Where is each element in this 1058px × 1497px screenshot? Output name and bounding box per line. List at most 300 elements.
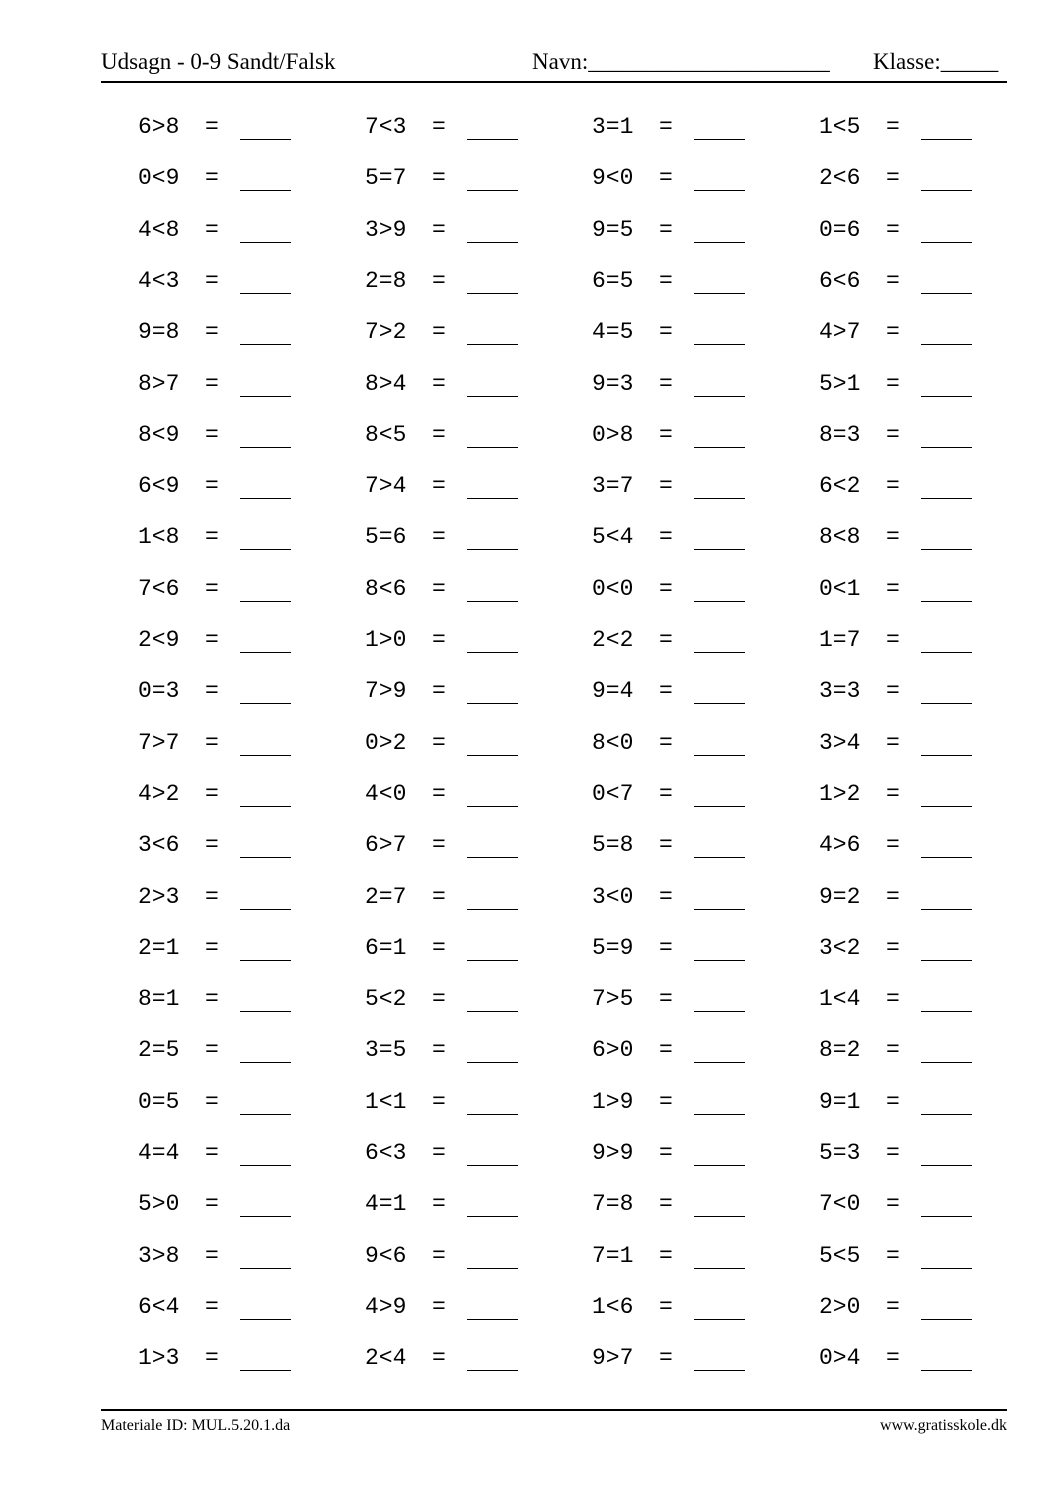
equals-sign: = bbox=[659, 575, 673, 602]
equals-sign: = bbox=[659, 524, 673, 551]
equals-sign: = bbox=[886, 729, 900, 756]
answer-blank[interactable] bbox=[467, 857, 518, 858]
answer-blank[interactable] bbox=[467, 1268, 518, 1269]
answer-blank[interactable] bbox=[467, 806, 518, 807]
answer-blank[interactable] bbox=[921, 549, 972, 550]
equals-sign: = bbox=[659, 1191, 673, 1218]
problem-statement: 8<8 bbox=[819, 524, 861, 551]
equals-sign: = bbox=[432, 370, 446, 397]
answer-blank[interactable] bbox=[240, 652, 291, 653]
equals-sign: = bbox=[205, 319, 219, 346]
equals-sign: = bbox=[886, 1293, 900, 1320]
problem-statement: 5=6 bbox=[365, 524, 407, 551]
equals-sign: = bbox=[659, 370, 673, 397]
problem-statement: 7=1 bbox=[592, 1242, 634, 1269]
equals-sign: = bbox=[205, 370, 219, 397]
problem-statement: 7>9 bbox=[365, 678, 407, 705]
answer-blank[interactable] bbox=[921, 498, 972, 499]
answer-blank[interactable] bbox=[694, 1319, 745, 1320]
problem-statement: 9=8 bbox=[138, 319, 180, 346]
equals-sign: = bbox=[886, 678, 900, 705]
equals-sign: = bbox=[886, 165, 900, 192]
equals-sign: = bbox=[205, 729, 219, 756]
answer-blank[interactable] bbox=[694, 1011, 745, 1012]
answer-blank[interactable] bbox=[921, 1062, 972, 1063]
answer-blank[interactable] bbox=[694, 1062, 745, 1063]
equals-sign: = bbox=[205, 934, 219, 961]
problem-statement: 1>9 bbox=[592, 1088, 634, 1115]
problem-statement: 1<4 bbox=[819, 986, 861, 1013]
problem-statement: 7>4 bbox=[365, 473, 407, 500]
equals-sign: = bbox=[205, 421, 219, 448]
answer-blank[interactable] bbox=[467, 1370, 518, 1371]
answer-blank[interactable] bbox=[240, 549, 291, 550]
answer-blank[interactable] bbox=[694, 1216, 745, 1217]
answer-blank[interactable] bbox=[921, 909, 972, 910]
answer-blank[interactable] bbox=[467, 960, 518, 961]
equals-sign: = bbox=[886, 421, 900, 448]
equals-sign: = bbox=[432, 729, 446, 756]
problem-statement: 5>0 bbox=[138, 1191, 180, 1218]
problem-statement: 9>9 bbox=[592, 1140, 634, 1166]
answer-blank[interactable] bbox=[694, 242, 745, 243]
problem-statement: 8<5 bbox=[365, 421, 407, 448]
answer-blank[interactable] bbox=[240, 601, 291, 602]
problem-statement: 7>2 bbox=[365, 319, 407, 346]
equals-sign: = bbox=[432, 575, 446, 602]
problem-statement: 9=5 bbox=[592, 216, 634, 243]
answer-blank[interactable] bbox=[921, 755, 972, 756]
answer-blank[interactable] bbox=[467, 601, 518, 602]
equals-sign: = bbox=[886, 627, 900, 653]
problem-statement: 9<6 bbox=[365, 1242, 407, 1269]
answer-blank[interactable] bbox=[467, 139, 518, 140]
answer-blank[interactable] bbox=[694, 806, 745, 807]
problem-statement: 8>4 bbox=[365, 370, 407, 397]
equals-sign: = bbox=[205, 165, 219, 192]
problem-statement: 4=1 bbox=[365, 1191, 407, 1218]
equals-sign: = bbox=[886, 524, 900, 551]
answer-blank[interactable] bbox=[240, 703, 291, 704]
answer-blank[interactable] bbox=[240, 1165, 291, 1166]
answer-blank[interactable] bbox=[694, 447, 745, 448]
problem-statement: 6<4 bbox=[138, 1293, 180, 1320]
problem-statement: 8=3 bbox=[819, 421, 861, 448]
problem-statement: 7<0 bbox=[819, 1191, 861, 1218]
equals-sign: = bbox=[205, 1242, 219, 1269]
problem-statement: 6=1 bbox=[365, 934, 407, 961]
problem-statement: 9=2 bbox=[819, 883, 861, 910]
website-url: www.gratisskole.dk bbox=[880, 1417, 1007, 1434]
equals-sign: = bbox=[205, 575, 219, 602]
answer-blank[interactable] bbox=[921, 703, 972, 704]
equals-sign: = bbox=[432, 114, 446, 140]
equals-sign: = bbox=[205, 216, 219, 243]
equals-sign: = bbox=[432, 473, 446, 500]
equals-sign: = bbox=[205, 1088, 219, 1115]
answer-blank[interactable] bbox=[921, 1216, 972, 1217]
problem-statement: 5>1 bbox=[819, 370, 861, 397]
answer-blank[interactable] bbox=[240, 857, 291, 858]
problem-statement: 3<0 bbox=[592, 883, 634, 910]
problem-statement: 3<6 bbox=[138, 832, 180, 859]
problem-statement: 6<2 bbox=[819, 473, 861, 500]
equals-sign: = bbox=[886, 934, 900, 961]
class-field[interactable]: Klasse:_____ bbox=[873, 49, 999, 74]
answer-blank[interactable] bbox=[467, 344, 518, 345]
answer-blank[interactable] bbox=[921, 139, 972, 140]
answer-blank[interactable] bbox=[921, 601, 972, 602]
answer-blank[interactable] bbox=[921, 1370, 972, 1371]
answer-blank[interactable] bbox=[467, 242, 518, 243]
answer-blank[interactable] bbox=[921, 1114, 972, 1115]
answer-blank[interactable] bbox=[921, 1268, 972, 1269]
equals-sign: = bbox=[659, 1088, 673, 1115]
equals-sign: = bbox=[886, 473, 900, 500]
answer-blank[interactable] bbox=[921, 396, 972, 397]
answer-blank[interactable] bbox=[694, 1165, 745, 1166]
answer-blank[interactable] bbox=[467, 498, 518, 499]
problem-statement: 4<3 bbox=[138, 267, 180, 294]
problem-statement: 8<6 bbox=[365, 575, 407, 602]
answer-blank[interactable] bbox=[694, 703, 745, 704]
problem-statement: 1>2 bbox=[819, 780, 861, 807]
problem-statement: 3>8 bbox=[138, 1242, 180, 1269]
equals-sign: = bbox=[432, 165, 446, 192]
equals-sign: = bbox=[659, 883, 673, 910]
problem-statement: 3<2 bbox=[819, 934, 861, 961]
equals-sign: = bbox=[659, 216, 673, 243]
problem-statement: 8<0 bbox=[592, 729, 634, 756]
answer-blank[interactable] bbox=[921, 1319, 972, 1320]
problem-statement: 2>3 bbox=[138, 883, 180, 910]
answer-blank[interactable] bbox=[467, 1114, 518, 1115]
problem-statement: 2=5 bbox=[138, 1037, 180, 1064]
problem-statement: 4<0 bbox=[365, 780, 407, 807]
answer-blank[interactable] bbox=[921, 242, 972, 243]
problem-statement: 5=9 bbox=[592, 934, 634, 961]
problem-statement: 6<9 bbox=[138, 473, 180, 500]
answer-blank[interactable] bbox=[240, 909, 291, 910]
equals-sign: = bbox=[205, 780, 219, 807]
equals-sign: = bbox=[205, 627, 219, 653]
equals-sign: = bbox=[432, 1345, 446, 1372]
problem-statement: 3=1 bbox=[592, 114, 634, 140]
answer-blank[interactable] bbox=[694, 139, 745, 140]
equals-sign: = bbox=[205, 473, 219, 500]
problem-statement: 3>4 bbox=[819, 729, 861, 756]
answer-blank[interactable] bbox=[694, 1370, 745, 1371]
problem-statement: 4>9 bbox=[365, 1293, 407, 1320]
answer-blank[interactable] bbox=[694, 909, 745, 910]
answer-blank[interactable] bbox=[467, 1165, 518, 1166]
equals-sign: = bbox=[432, 1242, 446, 1269]
problem-statement: 5<5 bbox=[819, 1242, 861, 1269]
problem-statement: 7>5 bbox=[592, 986, 634, 1013]
problem-statement: 7<6 bbox=[138, 575, 180, 602]
problem-statement: 5=8 bbox=[592, 832, 634, 859]
problem-statement: 9<0 bbox=[592, 165, 634, 192]
equals-sign: = bbox=[432, 678, 446, 705]
problem-statement: 8<9 bbox=[138, 421, 180, 448]
problem-statement: 1<1 bbox=[365, 1088, 407, 1115]
equals-sign: = bbox=[432, 832, 446, 859]
problem-statement: 6>0 bbox=[592, 1037, 634, 1064]
equals-sign: = bbox=[432, 216, 446, 243]
answer-blank[interactable] bbox=[694, 1268, 745, 1269]
equals-sign: = bbox=[886, 216, 900, 243]
equals-sign: = bbox=[432, 524, 446, 551]
problem-statement: 0<9 bbox=[138, 165, 180, 192]
equals-sign: = bbox=[659, 627, 673, 653]
equals-sign: = bbox=[205, 114, 219, 140]
problem-statement: 6>8 bbox=[138, 114, 180, 140]
problem-statement: 0=5 bbox=[138, 1088, 180, 1115]
answer-blank[interactable] bbox=[240, 190, 291, 191]
answer-blank[interactable] bbox=[240, 293, 291, 294]
equals-sign: = bbox=[659, 165, 673, 192]
problem-statement: 6>7 bbox=[365, 832, 407, 859]
answer-blank[interactable] bbox=[467, 549, 518, 550]
problem-statement: 8=2 bbox=[819, 1037, 861, 1064]
problem-statement: 0<0 bbox=[592, 575, 634, 602]
equals-sign: = bbox=[659, 1242, 673, 1269]
equals-sign: = bbox=[205, 1345, 219, 1372]
problem-statement: 4>2 bbox=[138, 780, 180, 807]
problem-statement: 3=7 bbox=[592, 473, 634, 500]
problem-statement: 8=1 bbox=[138, 986, 180, 1013]
answer-blank[interactable] bbox=[694, 344, 745, 345]
equals-sign: = bbox=[886, 1140, 900, 1166]
equals-sign: = bbox=[205, 524, 219, 551]
answer-blank[interactable] bbox=[921, 447, 972, 448]
answer-blank[interactable] bbox=[240, 1216, 291, 1217]
problem-statement: 9=4 bbox=[592, 678, 634, 705]
answer-blank[interactable] bbox=[240, 1062, 291, 1063]
problem-statement: 8>7 bbox=[138, 370, 180, 397]
equals-sign: = bbox=[432, 986, 446, 1013]
problem-statement: 1>3 bbox=[138, 1345, 180, 1372]
answer-blank[interactable] bbox=[694, 498, 745, 499]
equals-sign: = bbox=[886, 1191, 900, 1218]
problem-statement: 2>0 bbox=[819, 1293, 861, 1320]
equals-sign: = bbox=[886, 1037, 900, 1064]
equals-sign: = bbox=[432, 1191, 446, 1218]
problem-statement: 0<7 bbox=[592, 780, 634, 807]
answer-blank[interactable] bbox=[694, 293, 745, 294]
answer-blank[interactable] bbox=[467, 703, 518, 704]
answer-blank[interactable] bbox=[240, 344, 291, 345]
problem-statement: 0=3 bbox=[138, 678, 180, 705]
equals-sign: = bbox=[659, 267, 673, 294]
answer-blank[interactable] bbox=[694, 549, 745, 550]
answer-blank[interactable] bbox=[694, 601, 745, 602]
problem-statement: 9=3 bbox=[592, 370, 634, 397]
answer-blank[interactable] bbox=[921, 857, 972, 858]
problem-statement: 1<5 bbox=[819, 114, 861, 140]
problem-statement: 7=8 bbox=[592, 1191, 634, 1218]
equals-sign: = bbox=[432, 421, 446, 448]
problem-statement: 5<4 bbox=[592, 524, 634, 551]
problem-statement: 6<3 bbox=[365, 1140, 407, 1166]
answer-blank[interactable] bbox=[240, 1319, 291, 1320]
answer-blank[interactable] bbox=[694, 755, 745, 756]
worksheet-footer bbox=[101, 1409, 1007, 1434]
equals-sign: = bbox=[886, 319, 900, 346]
problem-statement: 4>6 bbox=[819, 832, 861, 859]
answer-blank[interactable] bbox=[240, 139, 291, 140]
answer-blank[interactable] bbox=[694, 1114, 745, 1115]
equals-sign: = bbox=[659, 1140, 673, 1166]
answer-blank[interactable] bbox=[694, 652, 745, 653]
equals-sign: = bbox=[659, 678, 673, 705]
equals-sign: = bbox=[205, 1037, 219, 1064]
equals-sign: = bbox=[205, 883, 219, 910]
answer-blank[interactable] bbox=[240, 806, 291, 807]
answer-blank[interactable] bbox=[240, 447, 291, 448]
problem-statement: 2<6 bbox=[819, 165, 861, 192]
problem-statement: 5=7 bbox=[365, 165, 407, 192]
problem-statement: 2<2 bbox=[592, 627, 634, 653]
answer-blank[interactable] bbox=[467, 652, 518, 653]
problem-statement: 7>7 bbox=[138, 729, 180, 756]
equals-sign: = bbox=[205, 832, 219, 859]
equals-sign: = bbox=[205, 1140, 219, 1166]
answer-blank[interactable] bbox=[240, 242, 291, 243]
answer-blank[interactable] bbox=[921, 1011, 972, 1012]
equals-sign: = bbox=[432, 934, 446, 961]
equals-sign: = bbox=[659, 986, 673, 1013]
problem-statement: 2<4 bbox=[365, 1345, 407, 1372]
problem-statement: 9>7 bbox=[592, 1345, 634, 1372]
answer-blank[interactable] bbox=[467, 396, 518, 397]
equals-sign: = bbox=[659, 832, 673, 859]
answer-blank[interactable] bbox=[921, 190, 972, 191]
problem-statement: 2=1 bbox=[138, 934, 180, 961]
equals-sign: = bbox=[886, 1242, 900, 1269]
answer-blank[interactable] bbox=[694, 190, 745, 191]
equals-sign: = bbox=[432, 1037, 446, 1064]
equals-sign: = bbox=[659, 934, 673, 961]
problem-statement: 9=1 bbox=[819, 1088, 861, 1115]
problem-statement: 1<6 bbox=[592, 1293, 634, 1320]
answer-blank[interactable] bbox=[921, 293, 972, 294]
problem-statement: 2<9 bbox=[138, 627, 180, 653]
answer-blank[interactable] bbox=[240, 1370, 291, 1371]
answer-blank[interactable] bbox=[694, 857, 745, 858]
name-field[interactable]: Navn:_____________________ bbox=[532, 49, 830, 74]
equals-sign: = bbox=[659, 473, 673, 500]
equals-sign: = bbox=[659, 1345, 673, 1372]
problem-statement: 0>4 bbox=[819, 1345, 861, 1372]
answer-blank[interactable] bbox=[240, 396, 291, 397]
problem-statement: 5<2 bbox=[365, 986, 407, 1013]
equals-sign: = bbox=[432, 883, 446, 910]
equals-sign: = bbox=[886, 114, 900, 140]
problem-statement: 2=7 bbox=[365, 883, 407, 910]
answer-blank[interactable] bbox=[467, 1216, 518, 1217]
equals-sign: = bbox=[886, 883, 900, 910]
equals-sign: = bbox=[886, 1345, 900, 1372]
problem-statement: 4=5 bbox=[592, 319, 634, 346]
answer-blank[interactable] bbox=[467, 909, 518, 910]
answer-blank[interactable] bbox=[694, 960, 745, 961]
equals-sign: = bbox=[886, 267, 900, 294]
equals-sign: = bbox=[432, 319, 446, 346]
answer-blank[interactable] bbox=[694, 396, 745, 397]
problem-statement: 7<3 bbox=[365, 114, 407, 140]
problem-statement: 3=3 bbox=[819, 678, 861, 705]
problem-statement: 5=3 bbox=[819, 1140, 861, 1166]
problem-statement: 6=5 bbox=[592, 267, 634, 294]
equals-sign: = bbox=[205, 678, 219, 705]
material-id: Materiale ID: MUL.5.20.1.da bbox=[101, 1417, 291, 1434]
worksheet-title: Udsagn - 0-9 Sandt/Falsk bbox=[101, 49, 336, 74]
answer-blank[interactable] bbox=[467, 1319, 518, 1320]
answer-blank[interactable] bbox=[921, 960, 972, 961]
equals-sign: = bbox=[659, 319, 673, 346]
problem-statement: 0>8 bbox=[592, 421, 634, 448]
problem-statement: 4<8 bbox=[138, 216, 180, 243]
problem-statement: 1<8 bbox=[138, 524, 180, 551]
equals-sign: = bbox=[432, 1088, 446, 1115]
equals-sign: = bbox=[659, 729, 673, 756]
equals-sign: = bbox=[205, 267, 219, 294]
problem-statement: 0=6 bbox=[819, 216, 861, 243]
answer-blank[interactable] bbox=[921, 806, 972, 807]
equals-sign: = bbox=[659, 1293, 673, 1320]
answer-blank[interactable] bbox=[467, 293, 518, 294]
answer-blank[interactable] bbox=[240, 960, 291, 961]
answer-blank[interactable] bbox=[467, 1062, 518, 1063]
equals-sign: = bbox=[886, 832, 900, 859]
equals-sign: = bbox=[205, 1191, 219, 1218]
problem-statement: 3>9 bbox=[365, 216, 407, 243]
equals-sign: = bbox=[886, 370, 900, 397]
equals-sign: = bbox=[432, 1140, 446, 1166]
answer-blank[interactable] bbox=[240, 755, 291, 756]
problem-statement: 0>2 bbox=[365, 729, 407, 756]
answer-blank[interactable] bbox=[467, 1011, 518, 1012]
answer-blank[interactable] bbox=[240, 498, 291, 499]
equals-sign: = bbox=[886, 1088, 900, 1115]
problem-statement: 3=5 bbox=[365, 1037, 407, 1064]
equals-sign: = bbox=[432, 627, 446, 653]
answer-blank[interactable] bbox=[240, 1268, 291, 1269]
equals-sign: = bbox=[205, 986, 219, 1013]
equals-sign: = bbox=[432, 780, 446, 807]
answer-blank[interactable] bbox=[921, 344, 972, 345]
equals-sign: = bbox=[432, 1293, 446, 1320]
problem-statement: 0<1 bbox=[819, 575, 861, 602]
answer-blank[interactable] bbox=[921, 652, 972, 653]
answer-blank[interactable] bbox=[921, 1165, 972, 1166]
equals-sign: = bbox=[432, 267, 446, 294]
problem-statement: 6<6 bbox=[819, 267, 861, 294]
answer-blank[interactable] bbox=[240, 1114, 291, 1115]
answer-blank[interactable] bbox=[240, 1011, 291, 1012]
problem-statement: 4=4 bbox=[138, 1140, 180, 1166]
equals-sign: = bbox=[659, 1037, 673, 1064]
equals-sign: = bbox=[886, 780, 900, 807]
answer-blank[interactable] bbox=[467, 190, 518, 191]
answer-blank[interactable] bbox=[467, 755, 518, 756]
equals-sign: = bbox=[659, 780, 673, 807]
problem-statement: 1>0 bbox=[365, 627, 407, 653]
equals-sign: = bbox=[886, 575, 900, 602]
answer-blank[interactable] bbox=[467, 447, 518, 448]
problem-statement: 4>7 bbox=[819, 319, 861, 346]
